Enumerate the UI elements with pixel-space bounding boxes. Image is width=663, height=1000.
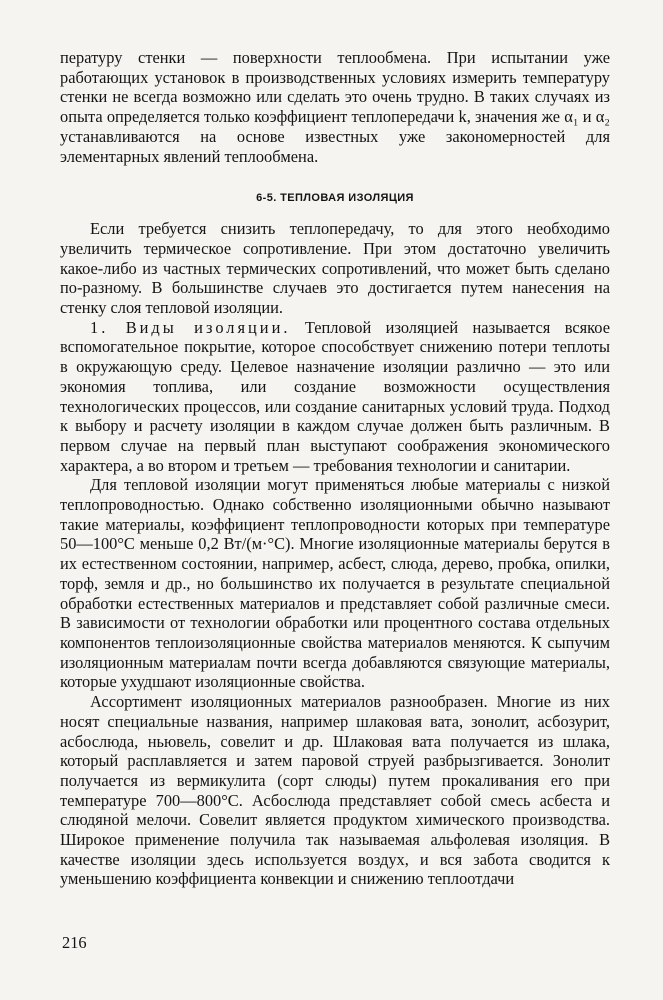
page-body — [60, 48, 610, 889]
top-paragraph: пературу стенки — поверхности теплообмена. При испытании уже работающих установок в производственных условиях измерить температуру стенки не всегда возможно или сделать это очень трудно. В таких случаях из опыта определяется только коэффициент теплопередачи k, значения же α₁ и α₂ устанавливаются на основе известных уже закономерностей для элементарных явлений теплообмена. — [60, 48, 610, 166]
section-heading: 6-5. ТЕПЛОВАЯ ИЗОЛЯЦИЯ — [256, 192, 414, 205]
paragraph-assortment: Ассортимент изоляционных материалов разнообразен. Многие из них носят специальные названия, например шлаковая вата, зонолит, асбозурит, асбослюда, ньювель, совелит и др. Шлаковая вата получается из шлака, который расплавляется и затем паровой струей разбрызгивается. Зонолит получается из вермикулита (сорт слюды) путем прокаливания его при температуре 700—800°С. Асбослюда представляет собой смесь асбеста и слюдяной мелочи. Совелит является продуктом химического производства. Широкое применение получила так называемая альфолевая изоляция. В качестве изоляции здесь используется воздух, и вся забота сводится к уменьшению коэффициента конвекции и снижению теплоотдачи — [60, 692, 610, 889]
paragraph-insulation-types-text: Тепловой изоляцией называется всякое вспомогательное покрытие, которое способствует снижению потери теплоты в окружающую среду. Целевое назначение изоляции различно — это или экономия топлива, или создание возможности осуществления технологических процессов, или создание санитарных условий труда. Подход к выбору и расчету изоляции в каждом случае должен быть различным. В первом случае на первый план выступают соображения экономического характера, а во втором и третьем — требования технологии и санитарии. — [60, 317, 610, 475]
paragraph-intro: Если требуется снизить теплопередачу, то для этого необходимо увеличить термическое сопротивление. При этом достаточно увеличить какое-либо из частных термических сопротивлений, что может быть сделано по-разному. В большинстве случаев это достигается путем нанесения на стенку слоя тепловой изоляции. — [60, 219, 610, 318]
paragraph-materials: Для тепловой изоляции могут применяться любые материалы с низкой теплопроводностью. Однако собственно изоляционными обычно называют такие материалы, коэффициент теплопроводности которых при температуре 50—100°С меньше 0,2 Вт/(м·°С). Многие изоляционные материалы берутся в их естественном состоянии, например, асбест, слюда, дерево, пробка, опилки, торф, земля и др., но большинство их получается в результате специальной обработки естественных материалов и представляет собой различные смеси. В зависимости от технологии обработки или процентного состава отдельных компонентов теплоизоляционные свойства материалов меняются. К сыпучим изоляционным материалам почти всегда добавляются связующие материалы, которые ухудшают изоляционные свойства. — [60, 475, 610, 692]
paragraph-insulation-types — [60, 318, 610, 476]
page-number: 216 — [62, 933, 87, 952]
subsection-lead: 1. Виды изоляции. — [90, 317, 291, 337]
